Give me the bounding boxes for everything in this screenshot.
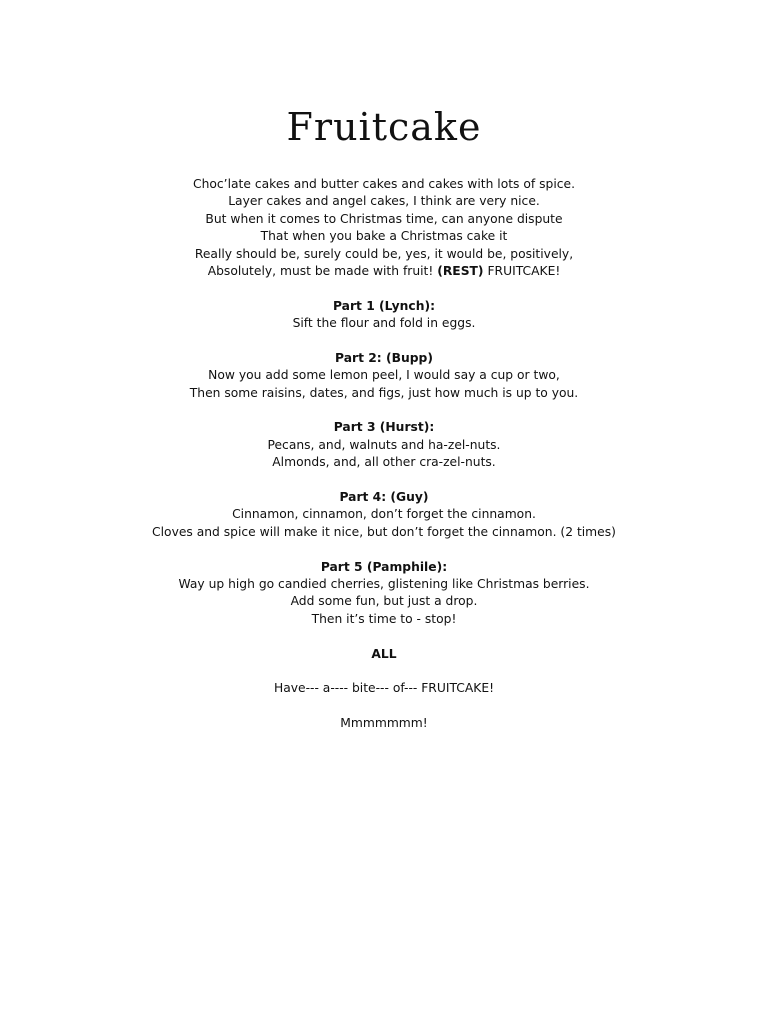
- part-2: [0, 350, 768, 402]
- rest-cue: (REST): [437, 263, 484, 278]
- part-5-line: Then it’s time to - stop!: [311, 611, 457, 626]
- part-2-line: Now you add some lemon peel, I would say a cup or two,: [208, 368, 560, 383]
- stanza-gap: [0, 402, 768, 419]
- part-5-line: Add some fun, but just a drop.: [290, 594, 478, 609]
- document-title: Fruitcake: [286, 105, 482, 149]
- closing-line: Mmmmmmm!: [340, 716, 428, 731]
- part-5-heading: Part 5 (Pamphile):: [320, 559, 448, 574]
- verse-line: But when it comes to Christmas time, can anyone dispute: [205, 211, 563, 226]
- stanza-gap: [0, 698, 768, 715]
- verse-last-line: [0, 263, 768, 280]
- verse-last-line-end: FRUITCAKE!: [483, 263, 561, 278]
- part-4-heading: Part 4: (Guy): [339, 490, 429, 505]
- all-heading: ALL: [371, 646, 397, 661]
- part-4-line: Cinnamon, cinnamon, don’t forget the cinnamon.: [232, 507, 536, 522]
- part-5-line: Way up high go candied cherries, glistening like Christmas berries.: [178, 576, 590, 591]
- stanza-gap: [0, 663, 768, 680]
- verse-line: That when you bake a Christmas cake it: [260, 229, 508, 244]
- verse-line: Layer cakes and angel cakes, I think are very nice.: [228, 194, 540, 209]
- part-2-line: Then some raisins, dates, and figs, just how much is up to you.: [189, 385, 579, 400]
- part-3-heading: Part 3 (Hurst):: [333, 420, 435, 435]
- verse-line: Choc’late cakes and butter cakes and cakes with lots of spice.: [193, 177, 575, 191]
- verse-last-line-start: Absolutely, must be made with fruit!: [207, 263, 438, 278]
- part-5: [0, 559, 768, 629]
- opening-verse: [0, 176, 768, 280]
- part-1: [0, 298, 768, 333]
- part-1-heading: Part 1 (Lynch):: [332, 298, 435, 313]
- part-3-line: Almonds, and, all other cra-zel-nuts.: [272, 455, 496, 470]
- stanza-gap: [0, 541, 768, 558]
- stanza-gap: [0, 628, 768, 645]
- stanza-gap: [0, 280, 768, 297]
- lyrics-body: [0, 176, 768, 733]
- finale-line: Have--- a---- bite--- of--- FRUITCAKE!: [273, 681, 495, 696]
- part-4: [0, 489, 768, 541]
- part-1-line: Sift the flour and fold in eggs.: [292, 316, 476, 331]
- part-3-line: Pecans, and, walnuts and ha-zel-nuts.: [267, 437, 501, 452]
- finale: [0, 646, 768, 733]
- part-2-heading: Part 2: (Bupp): [335, 350, 433, 365]
- stanza-gap: [0, 472, 768, 489]
- part-4-line: Cloves and spice will make it nice, but don’t forget the cinnamon. (2 times): [152, 524, 616, 539]
- verse-line: Really should be, surely could be, yes, it would be, positively,: [194, 246, 574, 261]
- part-3: [0, 419, 768, 471]
- stanza-gap: [0, 333, 768, 350]
